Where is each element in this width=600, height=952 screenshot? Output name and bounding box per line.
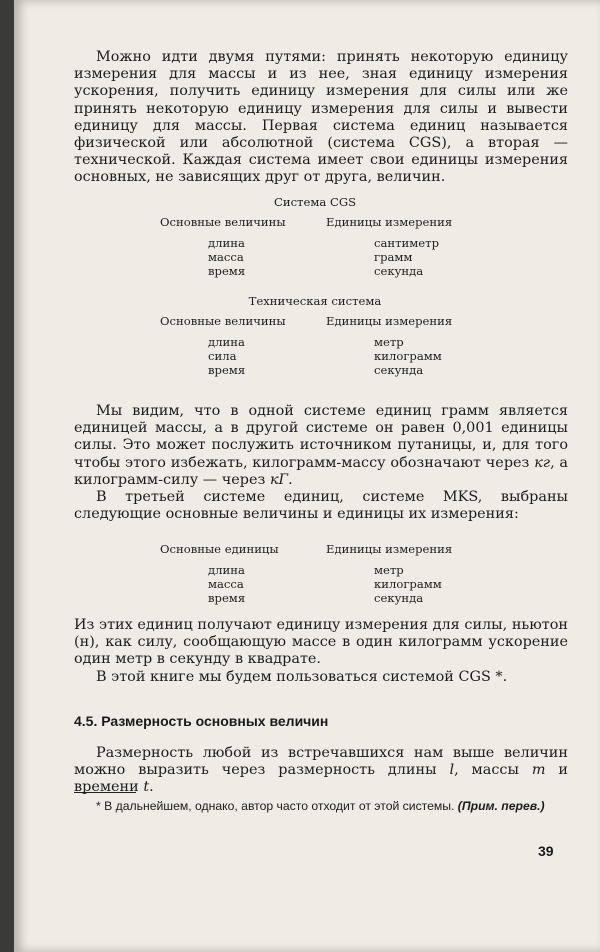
table-row: время секунда bbox=[208, 363, 424, 377]
footnote-note: (Прим. перев.) bbox=[457, 799, 545, 813]
mks-col1-header: Основные единицы bbox=[160, 542, 279, 556]
page-number: 39 bbox=[538, 843, 554, 859]
table-row: длина метр bbox=[208, 335, 404, 349]
cgs-caption: Система CGS bbox=[273, 195, 357, 209]
table-row: время секунда bbox=[208, 264, 424, 278]
var-l: l bbox=[449, 762, 455, 779]
mks-intro: В третьей системе единиц, системе MKS, выбраны следующие основные величины и единицы их измерения: bbox=[74, 489, 568, 523]
newton-paragraph bbox=[74, 617, 568, 686]
confusion-paragraph: Мы видим, что в одной системе единиц грамм является единицей массы, а в другой системе он равен 0,001 единицы силы. Это может послужить источником путаницы, и, для того чтобы этого избежать, килограмм-массу обозначают через кг, а килограмм-силу — через кГ. В третьей системе единиц, системе MKS, выбраны следующие основные величины и единицы их измерения: bbox=[74, 403, 568, 523]
table-row: время секунда bbox=[208, 591, 424, 605]
intro-text: Можно идти двумя путями: принять некоторую единицу измерения для массы и из нее, зная единицу измерения ускорения, получить единицу измерения для силы или же принять некоторую единицу измерения для силы и вывести единицу для массы. Первая система единиц называется физической или абсолютной (система CGS), а вторая — технической. Каждая система имеет свои единицы измерения основных, не зависящих друг от друга, величин. bbox=[74, 49, 568, 186]
mks-table bbox=[160, 542, 470, 605]
table-row: масса килограмм bbox=[208, 577, 442, 591]
footnote-divider bbox=[74, 792, 136, 793]
cgs-note: В этой книге мы будем пользоваться системой CGS *. bbox=[96, 668, 508, 685]
newton-text: Из этих единиц получают единицу измерения для силы, ньютон (н), как силу, сообщающую массе в один килограмм ускорение один метр в секунду в квадрате. bbox=[74, 617, 568, 668]
technical-col2-header: Единицы измерения bbox=[326, 314, 453, 328]
cgs-table bbox=[160, 195, 470, 278]
table-row: масса грамм bbox=[208, 250, 413, 264]
footnote-text: * В дальнейшем, однако, автор часто отходит от этой системы. bbox=[96, 799, 458, 813]
intro-paragraph bbox=[74, 49, 568, 187]
table-row: длина сантиметр bbox=[208, 236, 439, 250]
var-m: m bbox=[531, 762, 546, 779]
technical-caption: Техническая система bbox=[248, 294, 382, 308]
var-t: t bbox=[143, 779, 150, 796]
cgs-col1-header: Основные величины bbox=[160, 215, 286, 229]
mks-col2-header: Единицы измерения bbox=[326, 542, 453, 556]
unit-kG: кГ bbox=[269, 471, 289, 488]
footnote bbox=[74, 799, 568, 815]
table-row: сила килограмм bbox=[208, 349, 442, 363]
section-heading: 4.5. Размерность основных величин bbox=[74, 713, 329, 729]
dimension-paragraph: Размерность любой из встречавшихся нам выше величин можно выразить через размерность длины l, массы m и времени t. bbox=[74, 745, 568, 796]
cgs-col2-header: Единицы измерения bbox=[326, 215, 453, 229]
unit-kg: кг bbox=[534, 454, 551, 471]
technical-table bbox=[160, 294, 470, 377]
book-page bbox=[14, 0, 600, 952]
table-row: длина метр bbox=[208, 563, 404, 577]
technical-col1-header: Основные величины bbox=[160, 314, 286, 328]
